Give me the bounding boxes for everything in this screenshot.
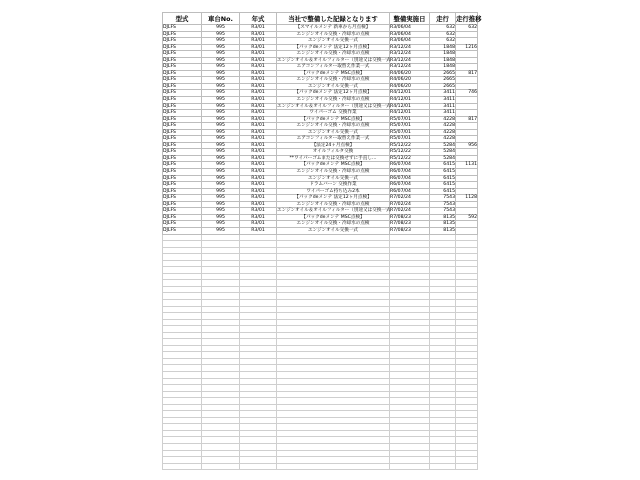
cell-mileage: 3411 xyxy=(430,103,456,110)
cell-model-year: R3/01 xyxy=(240,208,277,215)
cell-model: DJLFS xyxy=(163,129,202,136)
cell-mileage-change: 1128 xyxy=(456,195,478,202)
cell-chassis-no: 995 xyxy=(202,25,240,32)
cell-model-year: R3/01 xyxy=(240,116,277,123)
cell-record: **ワイパーゴムまたは交換せずに手直し… xyxy=(277,155,390,162)
cell-chassis-no: 995 xyxy=(202,123,240,130)
cell-service-date: R6/07/04 xyxy=(390,182,430,189)
empty-cell xyxy=(240,463,277,470)
cell-chassis-no: 995 xyxy=(202,38,240,45)
cell-mileage: 6415 xyxy=(430,169,456,176)
cell-service-date: R4/06/20 xyxy=(390,83,430,90)
cell-model-year: R3/01 xyxy=(240,25,277,32)
cell-model-year: R3/01 xyxy=(240,175,277,182)
cell-mileage: 1848 xyxy=(430,57,456,64)
cell-record: エンジンオイル交換・冷却水の点検 xyxy=(277,169,390,176)
cell-mileage: 5284 xyxy=(430,155,456,162)
cell-chassis-no: 995 xyxy=(202,103,240,110)
cell-record: エンジンオイル＆オイルフィルター（別途又は交換一式 xyxy=(277,208,391,214)
cell-record: エンジンオイル交換・冷却水の点検 xyxy=(277,51,390,58)
cell-service-date: R7/02/24 xyxy=(390,201,430,208)
cell-model: DJLFS xyxy=(163,64,202,71)
cell-service-date: R5/07/01 xyxy=(390,129,430,136)
cell-chassis-no: 995 xyxy=(202,116,240,123)
cell-service-date: R5/07/01 xyxy=(390,136,430,143)
cell-chassis-no: 995 xyxy=(202,129,240,136)
cell-record: エンジンオイル交換一式 xyxy=(277,175,390,182)
cell-chassis-no: 995 xyxy=(202,169,240,176)
cell-service-date: R6/07/04 xyxy=(390,188,430,195)
cell-service-date: R3/12/24 xyxy=(390,44,430,51)
cell-record: ドラムバーン 交換作業 xyxy=(277,182,390,189)
cell-mileage: 632 xyxy=(430,31,456,38)
cell-mileage: 4228 xyxy=(430,129,456,136)
cell-service-date: R4/12/01 xyxy=(390,90,430,97)
cell-model: DJLFS xyxy=(163,97,202,104)
cell-model-year: R3/01 xyxy=(240,70,277,77)
cell-record: 【パックdeメンテ 法定12ヶ月点検】 xyxy=(277,44,390,51)
cell-mileage: 2665 xyxy=(430,83,456,90)
cell-model-year: R3/01 xyxy=(240,149,277,156)
cell-mileage: 3411 xyxy=(430,97,456,104)
cell-record: 【パックdeメンテ MSC点検】 xyxy=(277,214,390,221)
cell-service-date: R4/12/01 xyxy=(390,110,430,117)
cell-model: DJLFS xyxy=(163,70,202,77)
cell-chassis-no: 995 xyxy=(202,64,240,71)
cell-mileage: 7543 xyxy=(430,195,456,202)
cell-model: DJLFS xyxy=(163,182,202,189)
cell-model: DJLFS xyxy=(163,90,202,97)
cell-mileage: 4228 xyxy=(430,123,456,130)
cell-mileage: 8135 xyxy=(430,214,456,221)
cell-record: エアコンフィルター取替え作業一式 xyxy=(277,136,390,143)
cell-model-year: R3/01 xyxy=(240,182,277,189)
cell-service-date: R3/06/04 xyxy=(390,25,430,32)
cell-record: 【パックdeメンテ 法定12ヶ月点検】 xyxy=(277,195,390,202)
cell-record: オイルフィルタ交換 xyxy=(277,149,390,156)
cell-model: DJLFS xyxy=(163,116,202,123)
cell-mileage-change: 746 xyxy=(456,90,478,97)
cell-model: DJLFS xyxy=(163,221,202,228)
cell-service-date: R6/07/04 xyxy=(390,175,430,182)
empty-cell xyxy=(430,463,456,470)
cell-chassis-no: 995 xyxy=(202,97,240,104)
cell-mileage: 2665 xyxy=(430,70,456,77)
cell-model-year: R3/01 xyxy=(240,90,277,97)
cell-record: エンジンオイル交換一式 xyxy=(277,227,390,234)
cell-model: DJLFS xyxy=(163,149,202,156)
cell-model-year: R3/01 xyxy=(240,123,277,130)
cell-mileage: 8135 xyxy=(430,221,456,228)
header-model: 型式 xyxy=(163,13,202,25)
cell-model: DJLFS xyxy=(163,110,202,117)
cell-service-date: R4/06/20 xyxy=(390,70,430,77)
cell-service-date: R7/08/23 xyxy=(390,221,430,228)
cell-model-year: R3/01 xyxy=(240,77,277,84)
cell-model-year: R3/01 xyxy=(240,155,277,162)
cell-record: エンジンオイル交換一式 xyxy=(277,129,390,136)
cell-model-year: R3/01 xyxy=(240,110,277,117)
cell-model-year: R3/01 xyxy=(240,38,277,45)
cell-record: エンジンオイル交換・冷却水の点検 xyxy=(277,201,390,208)
cell-model-year: R3/01 xyxy=(240,142,277,149)
cell-model: DJLFS xyxy=(163,227,202,234)
cell-chassis-no: 995 xyxy=(202,175,240,182)
cell-model-year: R3/01 xyxy=(240,188,277,195)
empty-cell xyxy=(456,463,478,470)
cell-model: DJLFS xyxy=(163,77,202,84)
cell-record: ワイパーゴム 交換作業 xyxy=(277,110,390,117)
cell-model-year: R3/01 xyxy=(240,201,277,208)
cell-model-year: R3/01 xyxy=(240,97,277,104)
cell-service-date: R7/08/23 xyxy=(390,227,430,234)
cell-service-date: R5/12/22 xyxy=(390,149,430,156)
cell-model: DJLFS xyxy=(163,44,202,51)
cell-mileage-change: 632 xyxy=(456,25,478,32)
cell-model: DJLFS xyxy=(163,188,202,195)
cell-chassis-no: 995 xyxy=(202,188,240,195)
cell-mileage-change: 1131 xyxy=(456,162,478,169)
cell-mileage: 4228 xyxy=(430,116,456,123)
cell-model: DJLFS xyxy=(163,31,202,38)
cell-mileage-change: 1216 xyxy=(456,44,478,51)
cell-model-year: R3/01 xyxy=(240,44,277,51)
cell-record: 【スマイルメンテ 新車から月点検】 xyxy=(277,25,390,32)
empty-cell xyxy=(202,463,240,470)
cell-mileage: 632 xyxy=(430,25,456,32)
maintenance-record-sheet xyxy=(162,12,482,467)
cell-mileage: 1848 xyxy=(430,51,456,58)
cell-record: エンジンオイル交換・冷却水の点検 xyxy=(277,97,390,104)
cell-service-date: R7/02/24 xyxy=(390,208,430,215)
cell-mileage: 6415 xyxy=(430,182,456,189)
cell-model: DJLFS xyxy=(163,195,202,202)
cell-chassis-no: 995 xyxy=(202,110,240,117)
cell-record: エアコンフィルター取替え作業一式 xyxy=(277,64,390,71)
header-chassis-no: 車台No. xyxy=(202,13,240,25)
cell-mileage: 3411 xyxy=(430,110,456,117)
cell-chassis-no: 995 xyxy=(202,44,240,51)
cell-mileage: 4228 xyxy=(430,136,456,143)
cell-mileage: 6415 xyxy=(430,162,456,169)
cell-model-year: R3/01 xyxy=(240,57,277,64)
cell-service-date: R3/06/04 xyxy=(390,31,430,38)
cell-chassis-no: 995 xyxy=(202,31,240,38)
maintenance-table xyxy=(162,12,482,470)
cell-model-year: R3/01 xyxy=(240,103,277,110)
cell-chassis-no: 995 xyxy=(202,70,240,77)
cell-chassis-no: 995 xyxy=(202,155,240,162)
cell-model-year: R3/01 xyxy=(240,162,277,169)
cell-record: エンジンオイル交換一式 xyxy=(277,38,390,45)
cell-record: エンジンオイル交換・冷却水の点検 xyxy=(277,123,390,130)
cell-service-date: R3/12/24 xyxy=(390,51,430,58)
cell-mileage: 7543 xyxy=(430,208,456,215)
cell-service-date: R4/12/01 xyxy=(390,103,430,110)
cell-chassis-no: 995 xyxy=(202,201,240,208)
cell-record: エンジンオイル＆オイルフィルター（別途又は交換一式 xyxy=(277,57,391,63)
empty-cell xyxy=(163,463,202,470)
cell-record: 【法定24ヶ月点検】 xyxy=(277,142,390,149)
cell-chassis-no: 995 xyxy=(202,162,240,169)
cell-mileage-change: 817 xyxy=(456,116,478,123)
header-model-year: 年式 xyxy=(240,13,277,25)
cell-service-date: R4/06/20 xyxy=(390,77,430,84)
header-mileage-change: 走行推移 xyxy=(456,13,478,25)
cell-model-year: R3/01 xyxy=(240,64,277,71)
cell-service-date: R3/06/04 xyxy=(390,38,430,45)
cell-mileage: 1848 xyxy=(430,44,456,51)
cell-model: DJLFS xyxy=(163,214,202,221)
empty-row xyxy=(163,463,478,470)
cell-model: DJLFS xyxy=(163,175,202,182)
header-mileage: 走行 xyxy=(430,13,456,25)
cell-chassis-no: 995 xyxy=(202,142,240,149)
cell-chassis-no: 995 xyxy=(202,182,240,189)
cell-mileage: 632 xyxy=(430,38,456,45)
cell-chassis-no: 995 xyxy=(202,136,240,143)
cell-mileage: 1848 xyxy=(430,64,456,71)
cell-model: DJLFS xyxy=(163,38,202,45)
empty-cell xyxy=(277,463,390,470)
cell-model-year: R3/01 xyxy=(240,214,277,221)
cell-service-date: R5/12/22 xyxy=(390,155,430,162)
cell-mileage-change: 956 xyxy=(456,142,478,149)
cell-mileage: 2665 xyxy=(430,77,456,84)
cell-chassis-no: 995 xyxy=(202,149,240,156)
cell-service-date: R7/02/24 xyxy=(390,195,430,202)
cell-model-year: R3/01 xyxy=(240,129,277,136)
cell-model: DJLFS xyxy=(163,103,202,110)
cell-model-year: R3/01 xyxy=(240,227,277,234)
cell-model-year: R3/01 xyxy=(240,83,277,90)
cell-model-year: R3/01 xyxy=(240,136,277,143)
cell-record: エンジンオイル交換一式 xyxy=(277,83,390,90)
cell-model: DJLFS xyxy=(163,25,202,32)
cell-model: DJLFS xyxy=(163,162,202,169)
cell-mileage: 6415 xyxy=(430,175,456,182)
cell-service-date: R3/12/24 xyxy=(390,57,430,64)
cell-model-year: R3/01 xyxy=(240,195,277,202)
empty-cell xyxy=(390,463,430,470)
cell-record: エンジンオイル交換・冷却水の点検 xyxy=(277,221,390,228)
cell-record: エンジンオイル交換・冷却水の点検 xyxy=(277,31,390,38)
cell-chassis-no: 995 xyxy=(202,214,240,221)
cell-model: DJLFS xyxy=(163,201,202,208)
header-service-date: 整備実施日 xyxy=(390,13,430,25)
cell-model: DJLFS xyxy=(163,51,202,58)
cell-record: エンジンオイル交換・冷却水の点検 xyxy=(277,77,390,84)
cell-chassis-no: 995 xyxy=(202,90,240,97)
cell-mileage: 7543 xyxy=(430,201,456,208)
cell-service-date: R4/12/01 xyxy=(390,97,430,104)
cell-model: DJLFS xyxy=(163,136,202,143)
header-record: 当社で整備した記録となります xyxy=(277,13,390,25)
cell-mileage: 5284 xyxy=(430,142,456,149)
cell-chassis-no: 995 xyxy=(202,227,240,234)
cell-model-year: R3/01 xyxy=(240,169,277,176)
cell-mileage: 8135 xyxy=(430,227,456,234)
cell-model: DJLFS xyxy=(163,57,202,64)
cell-service-date: R6/07/04 xyxy=(390,162,430,169)
cell-model: DJLFS xyxy=(163,169,202,176)
cell-model: DJLFS xyxy=(163,123,202,130)
cell-record: 【パックdeメンテ MSC点検】 xyxy=(277,162,390,169)
cell-chassis-no: 995 xyxy=(202,83,240,90)
cell-record: 【パックdeメンテ 法定12ヶ月点検】 xyxy=(277,90,390,97)
cell-chassis-no: 995 xyxy=(202,77,240,84)
cell-model-year: R3/01 xyxy=(240,51,277,58)
cell-model-year: R3/01 xyxy=(240,31,277,38)
cell-model-year: R3/01 xyxy=(240,221,277,228)
cell-model: DJLFS xyxy=(163,142,202,149)
cell-model: DJLFS xyxy=(163,83,202,90)
cell-chassis-no: 995 xyxy=(202,57,240,64)
cell-chassis-no: 995 xyxy=(202,221,240,228)
cell-mileage: 5284 xyxy=(430,149,456,156)
cell-service-date: R7/08/23 xyxy=(390,214,430,221)
cell-service-date: R5/07/01 xyxy=(390,123,430,130)
cell-mileage: 3411 xyxy=(430,90,456,97)
cell-mileage-change: 592 xyxy=(456,214,478,221)
cell-record: 【パックdeメンテ MSC点検】 xyxy=(277,116,390,123)
header-row xyxy=(163,13,478,25)
cell-chassis-no: 995 xyxy=(202,195,240,202)
cell-service-date: R3/12/24 xyxy=(390,64,430,71)
cell-model: DJLFS xyxy=(163,155,202,162)
cell-model: DJLFS xyxy=(163,208,202,215)
cell-mileage-change: 817 xyxy=(456,70,478,77)
cell-service-date: R5/12/22 xyxy=(390,142,430,149)
cell-record: エンジンオイル＆オイルフィルター（別途又は交換一式 xyxy=(277,103,391,109)
cell-chassis-no: 995 xyxy=(202,51,240,58)
cell-record: 【パックdeメンテ MSC点検】 xyxy=(277,70,390,77)
cell-mileage: 6415 xyxy=(430,188,456,195)
cell-service-date: R6/07/04 xyxy=(390,169,430,176)
cell-service-date: R5/07/01 xyxy=(390,116,430,123)
cell-record: ワイパーゴム持ち込み2本 xyxy=(277,188,390,195)
cell-chassis-no: 995 xyxy=(202,208,240,215)
